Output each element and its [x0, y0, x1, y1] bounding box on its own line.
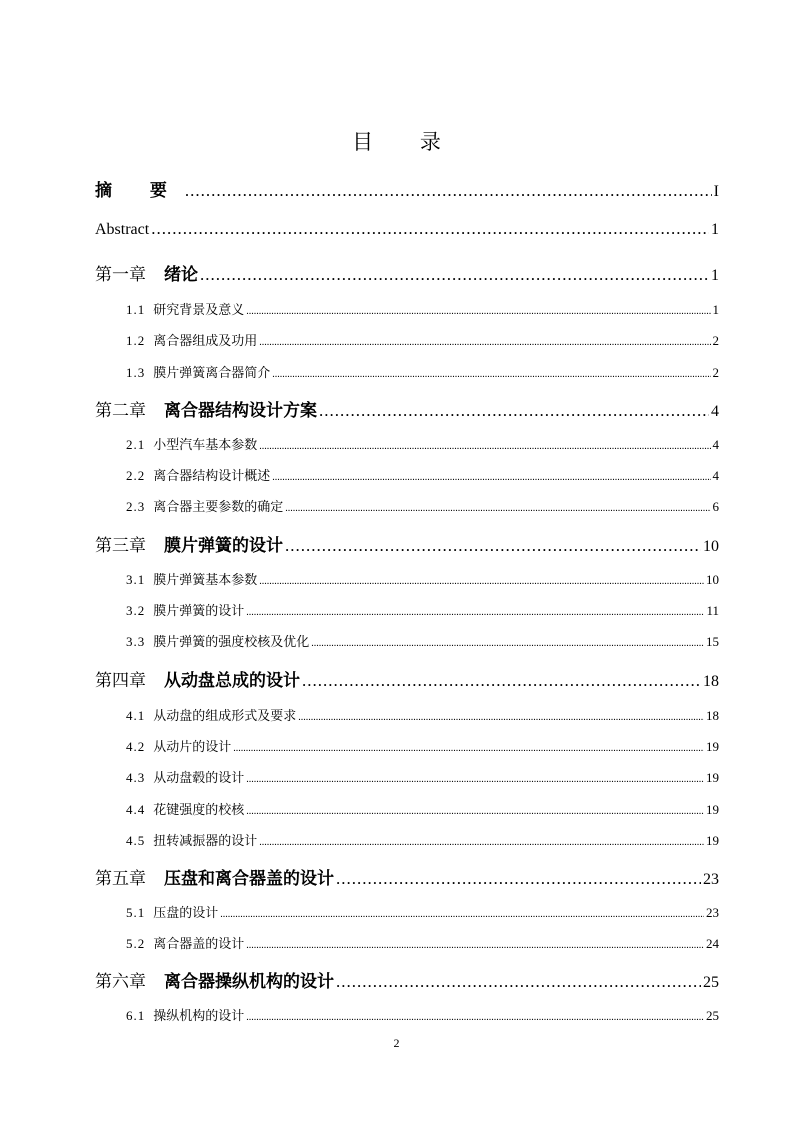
toc-entry-label: 膜片弹簧基本参数	[153, 573, 258, 588]
toc-entry-label: 操纵机构的设计	[153, 1009, 245, 1024]
toc-entry-chapter-6[interactable]	[95, 967, 719, 992]
toc-entry-page: 18	[706, 708, 719, 723]
toc-entry-section-2-3[interactable]	[126, 496, 719, 515]
toc-entry-number: 2.3	[126, 499, 146, 514]
toc-entry-label: 膜片弹簧的设计	[164, 536, 283, 556]
toc-leader-dots	[246, 940, 704, 951]
toc-leader-dots	[246, 607, 704, 618]
toc-entry-section-1-2[interactable]	[126, 330, 719, 349]
toc-entry-chapter-2[interactable]	[95, 396, 719, 421]
toc-entry-page: 15	[706, 634, 719, 649]
toc-entry-section-4-3[interactable]	[126, 767, 719, 786]
toc-entry-number: 5.1	[126, 905, 146, 920]
toc-entry-number: 第二章	[95, 401, 146, 420]
toc-entry-page: 25	[703, 974, 719, 991]
toc-entry-label: 扭转减振器的设计	[153, 834, 258, 849]
toc-entry-label: 膜片弹簧的设计	[153, 604, 245, 619]
toc-entry-page: 25	[706, 1008, 719, 1023]
toc-entry-section-3-2[interactable]	[126, 600, 719, 619]
toc-entry-label: 膜片弹簧离合器简介	[153, 366, 271, 381]
toc-entry-page: 4	[711, 403, 719, 420]
toc-entry-number: 1.1	[126, 302, 146, 317]
toc-entry-number: 4.1	[126, 708, 146, 723]
toc-entry-label: 离合器组成及功用	[153, 334, 258, 349]
toc-leader-dots	[259, 441, 710, 452]
toc-entry-section-5-1[interactable]	[126, 902, 719, 921]
toc-entry-number: 3.3	[126, 634, 146, 649]
toc-entry-number: 第四章	[95, 671, 146, 690]
toc-entry-number: 第六章	[95, 972, 146, 991]
toc-entry-page: 2	[712, 365, 719, 380]
toc-entry-label: 离合器盖的设计	[153, 937, 245, 952]
toc-entry-page: 24	[706, 936, 719, 951]
toc-entry-page: 19	[706, 770, 719, 785]
toc-leader-dots	[259, 337, 710, 348]
toc-entry-label: 离合器主要参数的确定	[153, 500, 284, 515]
toc-leader-dots	[285, 536, 701, 556]
toc-entry-label: 离合器操纵机构的设计	[164, 972, 334, 992]
toc-entry-number: 6.1	[126, 1008, 146, 1023]
toc-entry-abstract-en[interactable]	[95, 219, 719, 239]
toc-entry-page: 6	[712, 499, 719, 514]
toc-title: 目 录	[352, 130, 461, 154]
toc-entry-page: 1	[711, 221, 719, 238]
toc-entry-page: 4	[712, 437, 719, 452]
toc-entry-section-2-1[interactable]	[126, 434, 719, 453]
toc-entry-number: 2.1	[126, 437, 146, 452]
toc-entry-number: 3.2	[126, 603, 146, 618]
toc-leader-dots	[246, 806, 704, 817]
toc-entry-label: 从动片的设计	[153, 740, 232, 755]
toc-leader-dots	[233, 743, 704, 754]
toc-entry-number: 2.2	[126, 468, 146, 483]
toc-leader-dots	[200, 265, 709, 285]
toc-entry-page: 19	[706, 833, 719, 848]
page-number: 2	[393, 1036, 400, 1050]
toc-entry-number: 4.2	[126, 739, 146, 754]
toc-entry-chapter-3[interactable]	[95, 531, 719, 556]
toc-entry-chapter-4[interactable]	[95, 666, 719, 691]
toc-entry-label: 摘 要	[95, 181, 183, 201]
toc-entry-number: 1.3	[126, 365, 146, 380]
toc-entry-page: 18	[703, 673, 719, 690]
toc-entry-page: 19	[706, 739, 719, 754]
toc-entry-number: 4.3	[126, 770, 146, 785]
toc-leader-dots	[246, 774, 704, 785]
toc-entry-page: 11	[706, 603, 719, 618]
toc-entry-label: 离合器结构设计概述	[153, 469, 271, 484]
toc-leader-dots	[220, 909, 704, 920]
toc-entry-section-1-1[interactable]	[126, 299, 719, 318]
toc-leader-dots	[272, 472, 710, 483]
toc-entry-label: Abstract	[95, 221, 150, 238]
toc-leader-dots	[336, 972, 701, 992]
toc-entry-label: 压盘和离合器盖的设计	[164, 869, 334, 889]
toc-entry-label: 压盘的设计	[153, 906, 219, 921]
toc-entry-page: I	[713, 183, 719, 200]
toc-entry-section-1-3[interactable]	[126, 362, 719, 381]
toc-entry-page: 19	[706, 802, 719, 817]
toc-leader-dots	[302, 671, 701, 691]
toc-entry-page: 1	[711, 267, 719, 284]
toc-entry-label: 从动盘毂的设计	[153, 771, 245, 786]
toc-leader-dots	[246, 306, 710, 317]
toc-leader-dots	[285, 503, 710, 514]
toc-entry-label: 从动盘的组成形式及要求	[153, 709, 297, 724]
toc-entry-label: 小型汽车基本参数	[153, 438, 258, 453]
toc-leader-dots	[298, 712, 704, 723]
toc-entry-page: 23	[706, 905, 719, 920]
toc-entry-abstract-cn[interactable]	[95, 176, 719, 201]
toc-entry-number: 第一章	[95, 265, 146, 284]
toc-entry-label: 绪论	[164, 265, 198, 285]
toc-entry-number: 4.5	[126, 833, 146, 848]
toc-entry-label: 离合器结构设计方案	[164, 401, 317, 421]
toc-entry-page: 10	[703, 538, 719, 555]
toc-entry-label: 花键强度的校核	[153, 803, 245, 818]
toc-entry-section-3-1[interactable]	[126, 569, 719, 588]
toc-entry-section-6-1[interactable]	[126, 1005, 719, 1024]
toc-entry-page: 1	[712, 302, 719, 317]
toc-leader-dots	[336, 869, 701, 889]
toc-entry-section-4-2[interactable]	[126, 736, 719, 755]
toc-entry-section-4-1[interactable]	[126, 705, 719, 724]
toc-leader-dots	[259, 837, 704, 848]
toc-entry-number: 4.4	[126, 802, 146, 817]
toc-leader-dots	[311, 638, 704, 649]
toc-entry-label: 研究背景及意义	[153, 303, 245, 318]
toc-leader-dots	[246, 1012, 704, 1023]
toc-entry-page: 23	[703, 871, 719, 888]
toc-entry-section-4-4[interactable]	[126, 799, 719, 818]
toc-leader-dots	[259, 576, 704, 587]
toc-entry-section-2-2[interactable]	[126, 465, 719, 484]
toc-leader-dots	[272, 369, 710, 380]
toc-leader-dots	[151, 219, 709, 239]
toc-entry-label: 从动盘总成的设计	[164, 671, 300, 691]
toc-entry-page: 4	[712, 468, 719, 483]
toc-entry-page: 2	[712, 333, 719, 348]
toc-entry-number: 5.2	[126, 936, 146, 951]
toc-leader-dots	[319, 401, 709, 421]
toc-leader-dots	[185, 181, 712, 201]
toc-entry-section-4-5[interactable]	[126, 830, 719, 849]
toc-entry-number: 第三章	[95, 536, 146, 555]
toc-entry-number: 1.2	[126, 333, 146, 348]
toc-entry-chapter-5[interactable]	[95, 864, 719, 889]
toc-entry-section-3-3[interactable]	[126, 631, 719, 650]
toc-entry-label: 膜片弹簧的强度校核及优化	[153, 635, 310, 650]
toc-entry-number: 3.1	[126, 572, 146, 587]
toc-entry-chapter-1[interactable]	[95, 260, 719, 285]
toc-entry-page: 10	[706, 572, 719, 587]
toc-entry-number: 第五章	[95, 869, 146, 888]
toc-entry-section-5-2[interactable]	[126, 933, 719, 952]
